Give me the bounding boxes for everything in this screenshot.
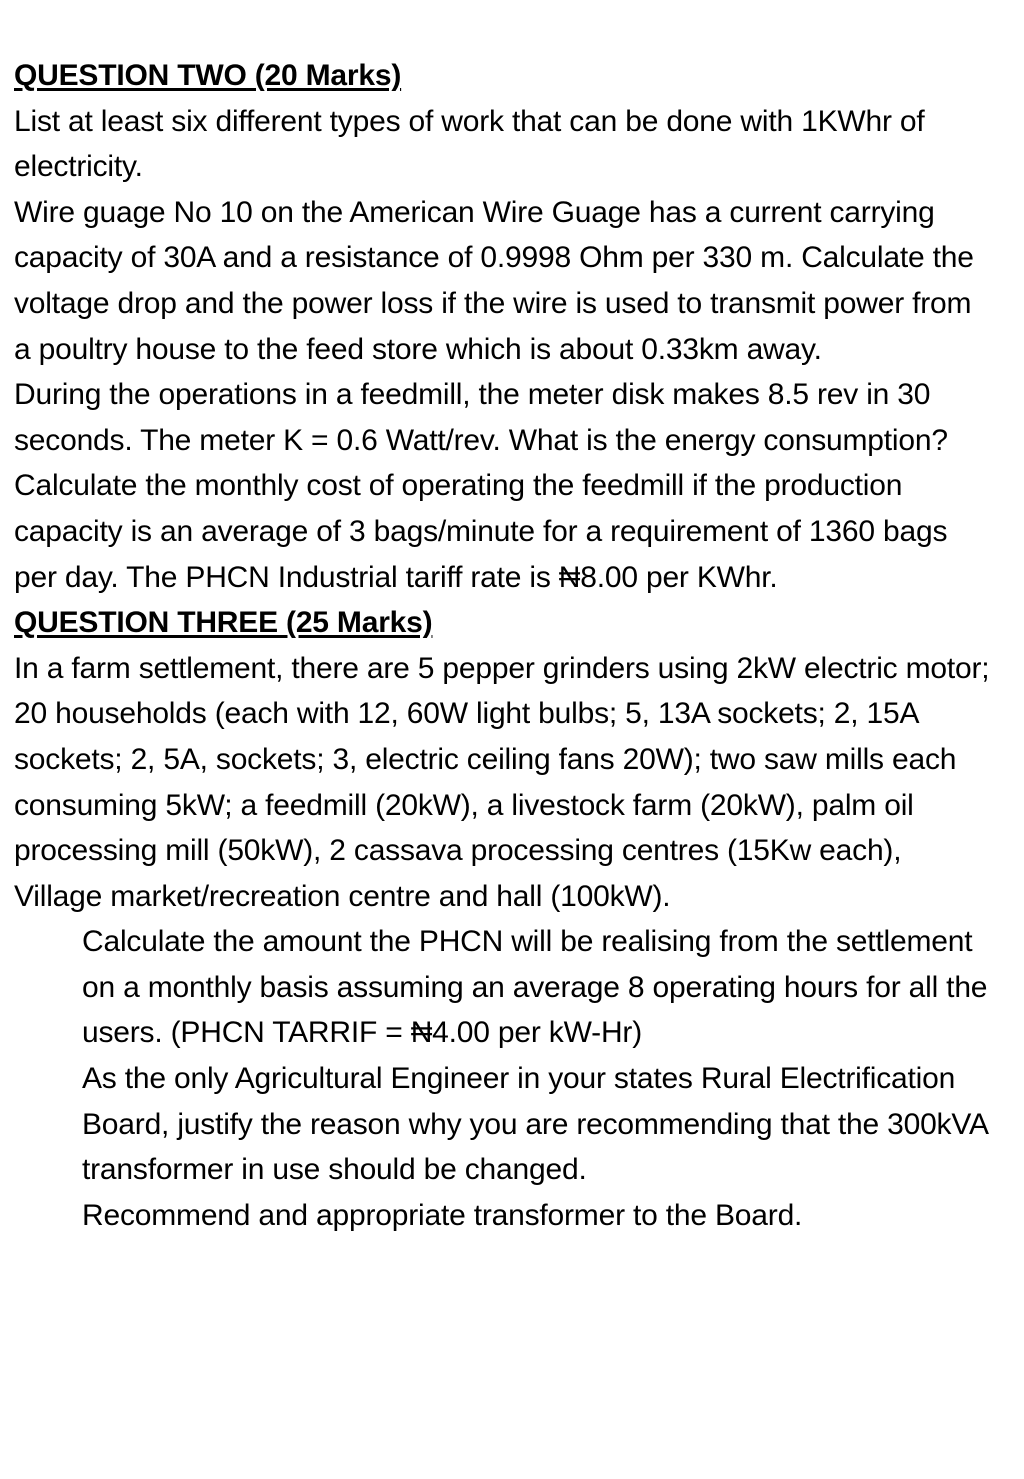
question-two-part-1: List at least six different types of work that can be done with 1KWhr of electricity. (14, 104, 925, 184)
question-three-sub-3: Recommend and appropriate transformer to the Board. (82, 1198, 803, 1232)
question-three-sub-2: As the only Agricultural Engineer in your states Rural Electrification Board, justify the reason why you are recommending that the 300kVA transformer in use should be changed. (82, 1062, 988, 1187)
question-three-sub-1: Calculate the amount the PHCN will be realising from the settlement on a monthly basis assuming an average 8 operating hours for all the users. (PHCN TARRIF = ₦4.00 per kW-Hr) (82, 925, 988, 1050)
question-two-part-2: Wire guage No 10 on the American Wire Guage has a current carrying capacity of 30A and a resistance of 0.9998 Ohm per 330 m. Calculate the voltage drop and the power loss if the wire is used to transmit power from a poultry house to the feed store which is about 0.33km away. (14, 195, 974, 366)
question-three-heading: QUESTION THREE (25 Marks) (14, 606, 433, 640)
question-two-heading: QUESTION TWO (20 Marks) (14, 59, 402, 92)
question-three-intro: In a farm settlement, there are 5 pepper grinders using 2kW electric motor; 20 households (each with 12, 60W light bulbs; 5, 13A sockets; 2, 15A sockets; 2, 5A, sockets; 3, electric ceiling fans 20W); two saw mills each consuming 5kW; a feedmill (20kW), a livestock farm (20kW), palm oil processing mill (50kW), 2 cassava processing centres (15Kw each), Village market/recreation centre and hall (100kW). (14, 651, 990, 913)
question-two-part-3: During the operations in a feedmill, the meter disk makes 8.5 rev in 30 seconds. The meter K = 0.6 Watt/rev. What is the energy consumption? Calculate the monthly cost of operating the feedmill if the production capacity is an average of 3 bags/minute for a requirement of 1360 bags per day. The PHCN Industrial tariff rate is ₦8.00 per KWhr. (14, 378, 948, 594)
